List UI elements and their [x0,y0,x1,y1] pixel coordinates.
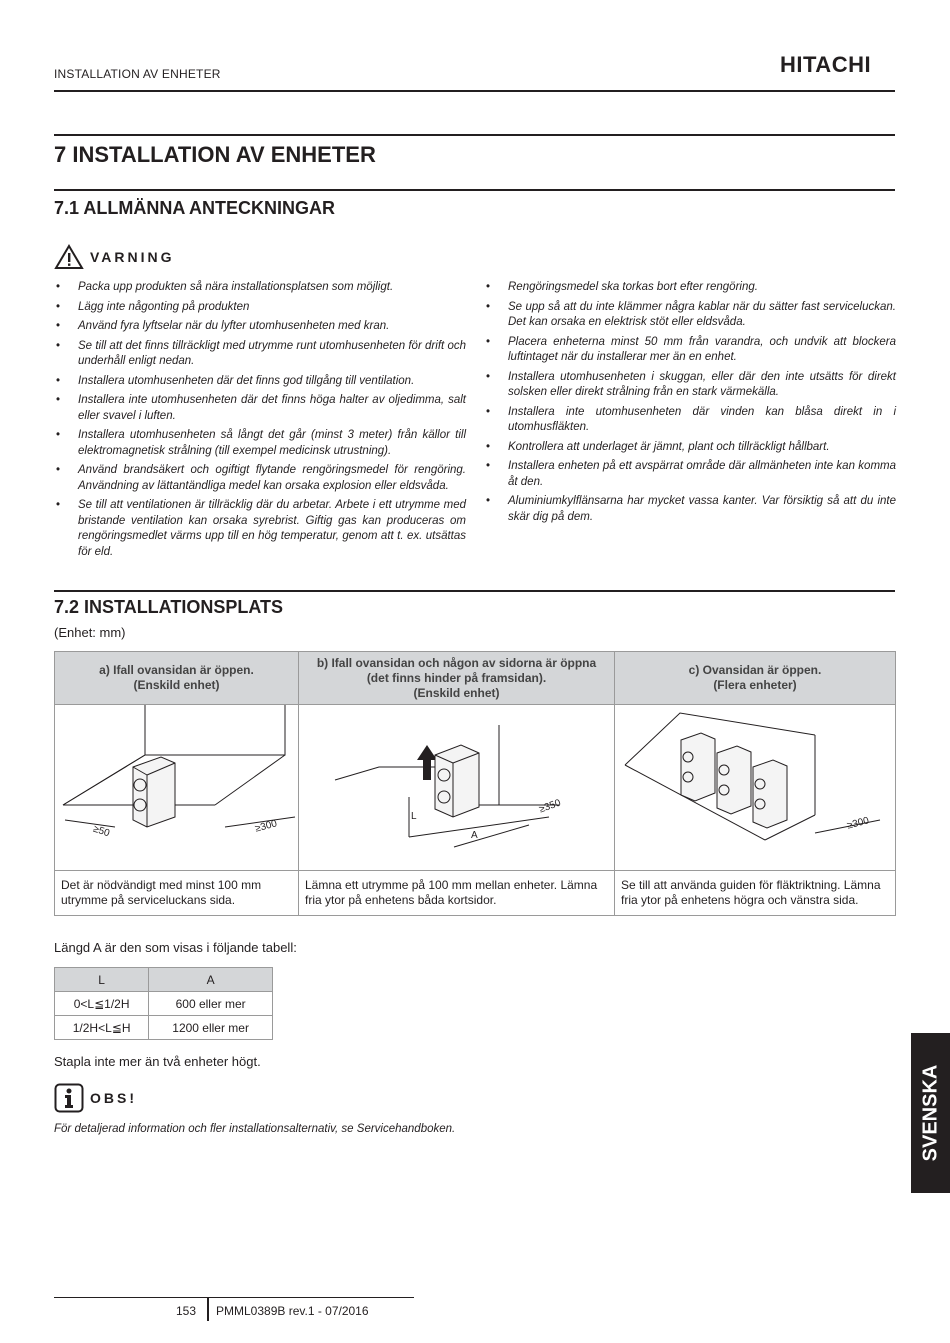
warning-list-right [484,280,896,529]
section-72-title: 7.2 INSTALLATIONSPLATS [54,597,284,617]
list-item: • Använd brandsäkert och ogiftigt flytande rengöringsmedel för rengöring. Användning av lättantändliga medel kan orsaka explosion eller eldsvåda. [54,463,466,494]
diagram-a [55,705,299,871]
running-header: INSTALLATION AV ENHETER [54,67,221,81]
language-tab-label: SVENSKA [919,1064,941,1162]
dim-label: ≥50 [91,823,111,840]
table-row: 0<L≦1/2H 600 eller mer [55,992,273,1016]
warning-list-left [54,280,466,564]
diagram-b-drawing [299,705,615,865]
title-rule-top [54,134,895,136]
diagram-c-drawing [615,705,896,865]
diagram-c [615,705,896,871]
column-header-a: a) Ifall ovansidan är öppen. (Enskild enhet) [55,652,299,705]
table-row: 1/2H<L≦H 1200 eller mer [55,1016,273,1040]
stack-note: Stapla inte mer än två enheter högt. [54,1054,261,1069]
list-item: • Aluminiumkylflänsarna har mycket vassa kanter. Var försiktig så att du inte skär dig på dem. [484,494,896,525]
page-number: 153 [176,1304,197,1318]
chapter-title: 7 INSTALLATION AV ENHETER [54,142,376,167]
obs-heading [54,1083,137,1113]
list-item: • Se till att ventilationen är tillräcklig där du arbetar. Arbete i ett utrymme med bristande ventilation kan orsaka syrebrist. Giftig gas kan produceras om rengöringsmedlet värms upp till en hög temperatur, genom att t. ex. utsättas för eld. [54,498,466,560]
dim-label: ≥300 [253,818,279,835]
caption-b: Lämna ett utrymme på 100 mm mellan enheter. Lämna fria ytor på enhetens båda kortsidor. [299,871,615,916]
document-id: PMML0389B rev.1 - 07/2016 [216,1304,369,1318]
list-item: • Placera enheterna minst 50 mm från varandra, och undvik att blockera luftintaget när du installerar mer än en enhet. [484,335,896,366]
installation-site-table [54,651,896,916]
list-item: • Rengöringsmedel ska torkas bort efter rengöring. [484,280,896,296]
dim-label: ≥350 [537,797,563,816]
obs-text: För detaljerad information och fler installationsalternativ, se Servicehandboken. [54,1123,456,1135]
dim-label: ≥300 [845,815,871,832]
list-item: • Använd fyra lyftselar när du lyfter utomhusenheten med kran. [54,319,466,335]
warning-icon [54,244,84,270]
footer-separator [207,1297,209,1321]
list-item: • Installera utomhusenheten där det finns god tillgång till ventilation. [54,374,466,390]
table-header: L [55,968,149,992]
dim-label: L [411,811,417,822]
caption-a: Det är nödvändigt med minst 100 mm utrymme på serviceluckans sida. [55,871,299,916]
footer-rule [54,1297,414,1298]
language-tab [911,1033,950,1193]
warning-label: VARNING [90,249,175,265]
list-item: • Installera utomhusenheten så långt det går (minst 3 meter) från källor till elektromagnetisk strålning (till exempel medicinsk utrustning). [54,428,466,459]
section-72-rule [54,590,895,592]
outdoor-unit-icon [133,757,175,827]
list-item: • Installera utomhusenheten i skuggan, eller där den inte utsätts för direkt solsken eller direkt strålning från en stark värmekälla. [484,370,896,401]
outdoor-unit-icon [435,745,479,817]
length-intro: Längd A är den som visas i följande tabell: [54,940,297,955]
diagram-a-drawing [55,705,299,865]
length-table [54,967,273,1040]
outdoor-unit-icon [717,746,751,814]
list-item: • Se till att det finns tillräckligt med utrymme runt utomhusenheten för drift och underhåll enligt nedan. [54,339,466,370]
obs-label: OBS! [90,1090,137,1106]
list-item: • Se upp så att du inte klämmer några kablar när du sätter fast serviceluckan. Det kan orsaka en elektrisk stöt eller eldsvåda. [484,300,896,331]
warning-heading [54,244,175,270]
list-item: • Installera enheten på ett avspärrat område där allmänheten inte kan komma åt den. [484,459,896,490]
airflow-arrow-icon [417,745,437,780]
outdoor-unit-icon [681,733,715,801]
list-item: • Installera inte utomhusenheten där det finns höga halter av oljedimma, salt eller svavel i luften. [54,393,466,424]
outdoor-unit-icon [753,760,787,828]
diagram-b [299,705,615,871]
title-rule-bottom [54,189,895,191]
info-icon [54,1083,84,1113]
column-header-c: c) Ovansidan är öppen. (Flera enheter) [615,652,896,705]
header-divider [54,90,895,92]
table-header: A [149,968,273,992]
section-71-title: 7.1 ALLMÄNNA ANTECKNINGAR [54,198,335,218]
column-header-b: b) Ifall ovansidan och någon av sidorna är öppna (det finns hinder på framsidan). (Enskild enhet) [299,652,615,705]
list-item: • Lägg inte någonting på produkten [54,300,466,316]
list-item: • Packa upp produkten så nära installationsplatsen som möjligt. [54,280,466,296]
list-item: • Installera inte utomhusenheten där vinden kan blåsa direkt in i utomhusfläkten. [484,405,896,436]
caption-c: Se till att använda guiden för fläktriktning. Lämna fria ytor på enhetens högra och vänstra sida. [615,871,896,916]
unit-note: (Enhet: mm) [54,625,126,640]
dim-label: A [471,830,478,841]
list-item: • Kontrollera att underlaget är jämnt, plant och tillräckligt hållbart. [484,440,896,456]
brand-logo: HITACHI [780,52,872,77]
